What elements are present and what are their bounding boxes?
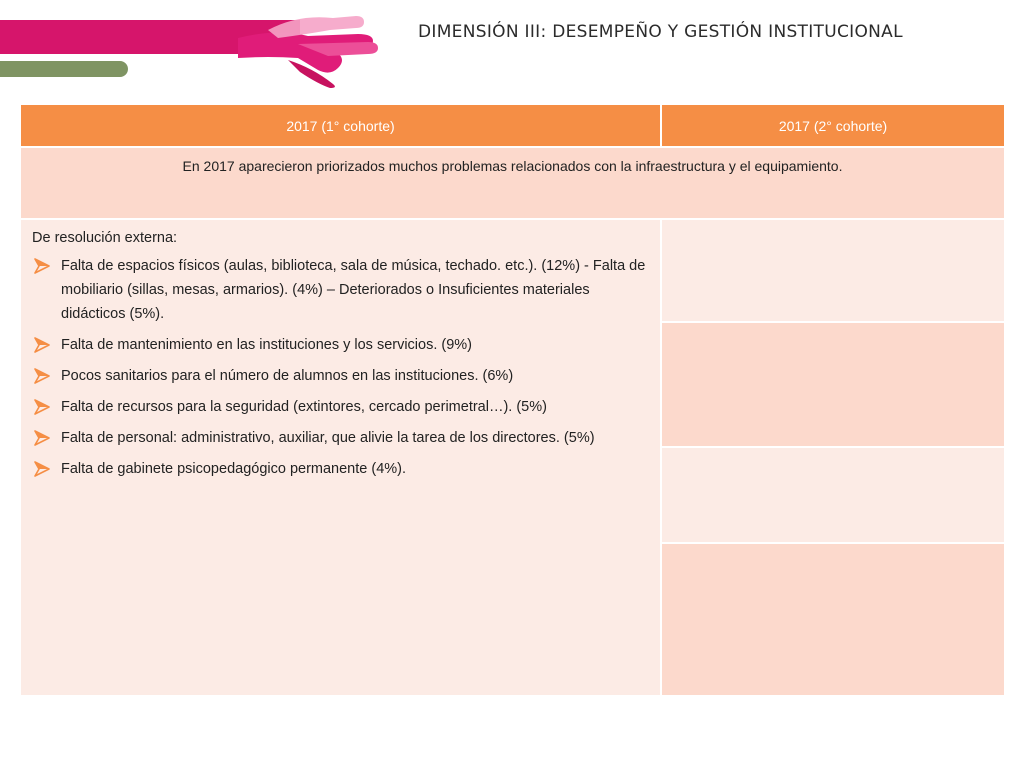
slide-title: DIMENSIÓN III: DESEMPEÑO Y GESTIÓN INSTITUCIONAL <box>418 22 903 42</box>
header-cohort-1: 2017 (1° cohorte) <box>21 105 660 146</box>
list-item <box>32 364 648 388</box>
list-item <box>32 457 648 481</box>
arrow-bullet-icon <box>34 258 50 274</box>
cohort-2-cell <box>662 220 1004 321</box>
arrow-bullet-icon <box>34 430 50 446</box>
list-item-text: Falta de personal: administrativo, auxiliar, que alivie la tarea de los directores. (5%) <box>61 430 595 446</box>
list-item <box>32 426 648 450</box>
list-item <box>32 333 648 357</box>
problems-table <box>21 105 1004 695</box>
problem-list <box>32 254 648 481</box>
arrow-bullet-icon <box>34 461 50 477</box>
arrow-bullet-icon <box>34 368 50 384</box>
summary-row: En 2017 aparecieron priorizados muchos problemas relacionados con la infraestructura y el equipamiento. <box>21 148 1004 218</box>
list-item <box>32 395 648 419</box>
intro-label: De resolución externa: <box>32 230 178 246</box>
header-cohort-2: 2017 (2° cohorte) <box>662 105 1004 146</box>
cohort-2-cell <box>662 323 1004 446</box>
header-band-green <box>0 61 128 77</box>
list-item-text: Falta de espacios físicos (aulas, biblioteca, sala de música, techado. etc.). (12%) - Falta de mobiliario (sillas, mesas, armarios). (4%) – Deteriorados o Insuficientes materiales didácticos (5%). <box>61 258 646 322</box>
list-item-text: Pocos sanitarios para el número de alumnos en las instituciones. (6%) <box>61 368 514 384</box>
list-item-text: Falta de recursos para la seguridad (extintores, cercado perimetral…). (5%) <box>61 399 547 415</box>
cohort-1-content <box>21 220 660 695</box>
list-item-text: Falta de gabinete psicopedagógico permanente (4%). <box>61 461 407 477</box>
cohort-2-cell <box>662 544 1004 695</box>
arrow-bullet-icon <box>34 337 50 353</box>
list-item <box>32 254 648 326</box>
cohort-2-cell <box>662 448 1004 542</box>
hands-logo-icon <box>238 8 383 88</box>
list-item-text: Falta de mantenimiento en las instituciones y los servicios. (9%) <box>61 337 473 353</box>
arrow-bullet-icon <box>34 399 50 415</box>
